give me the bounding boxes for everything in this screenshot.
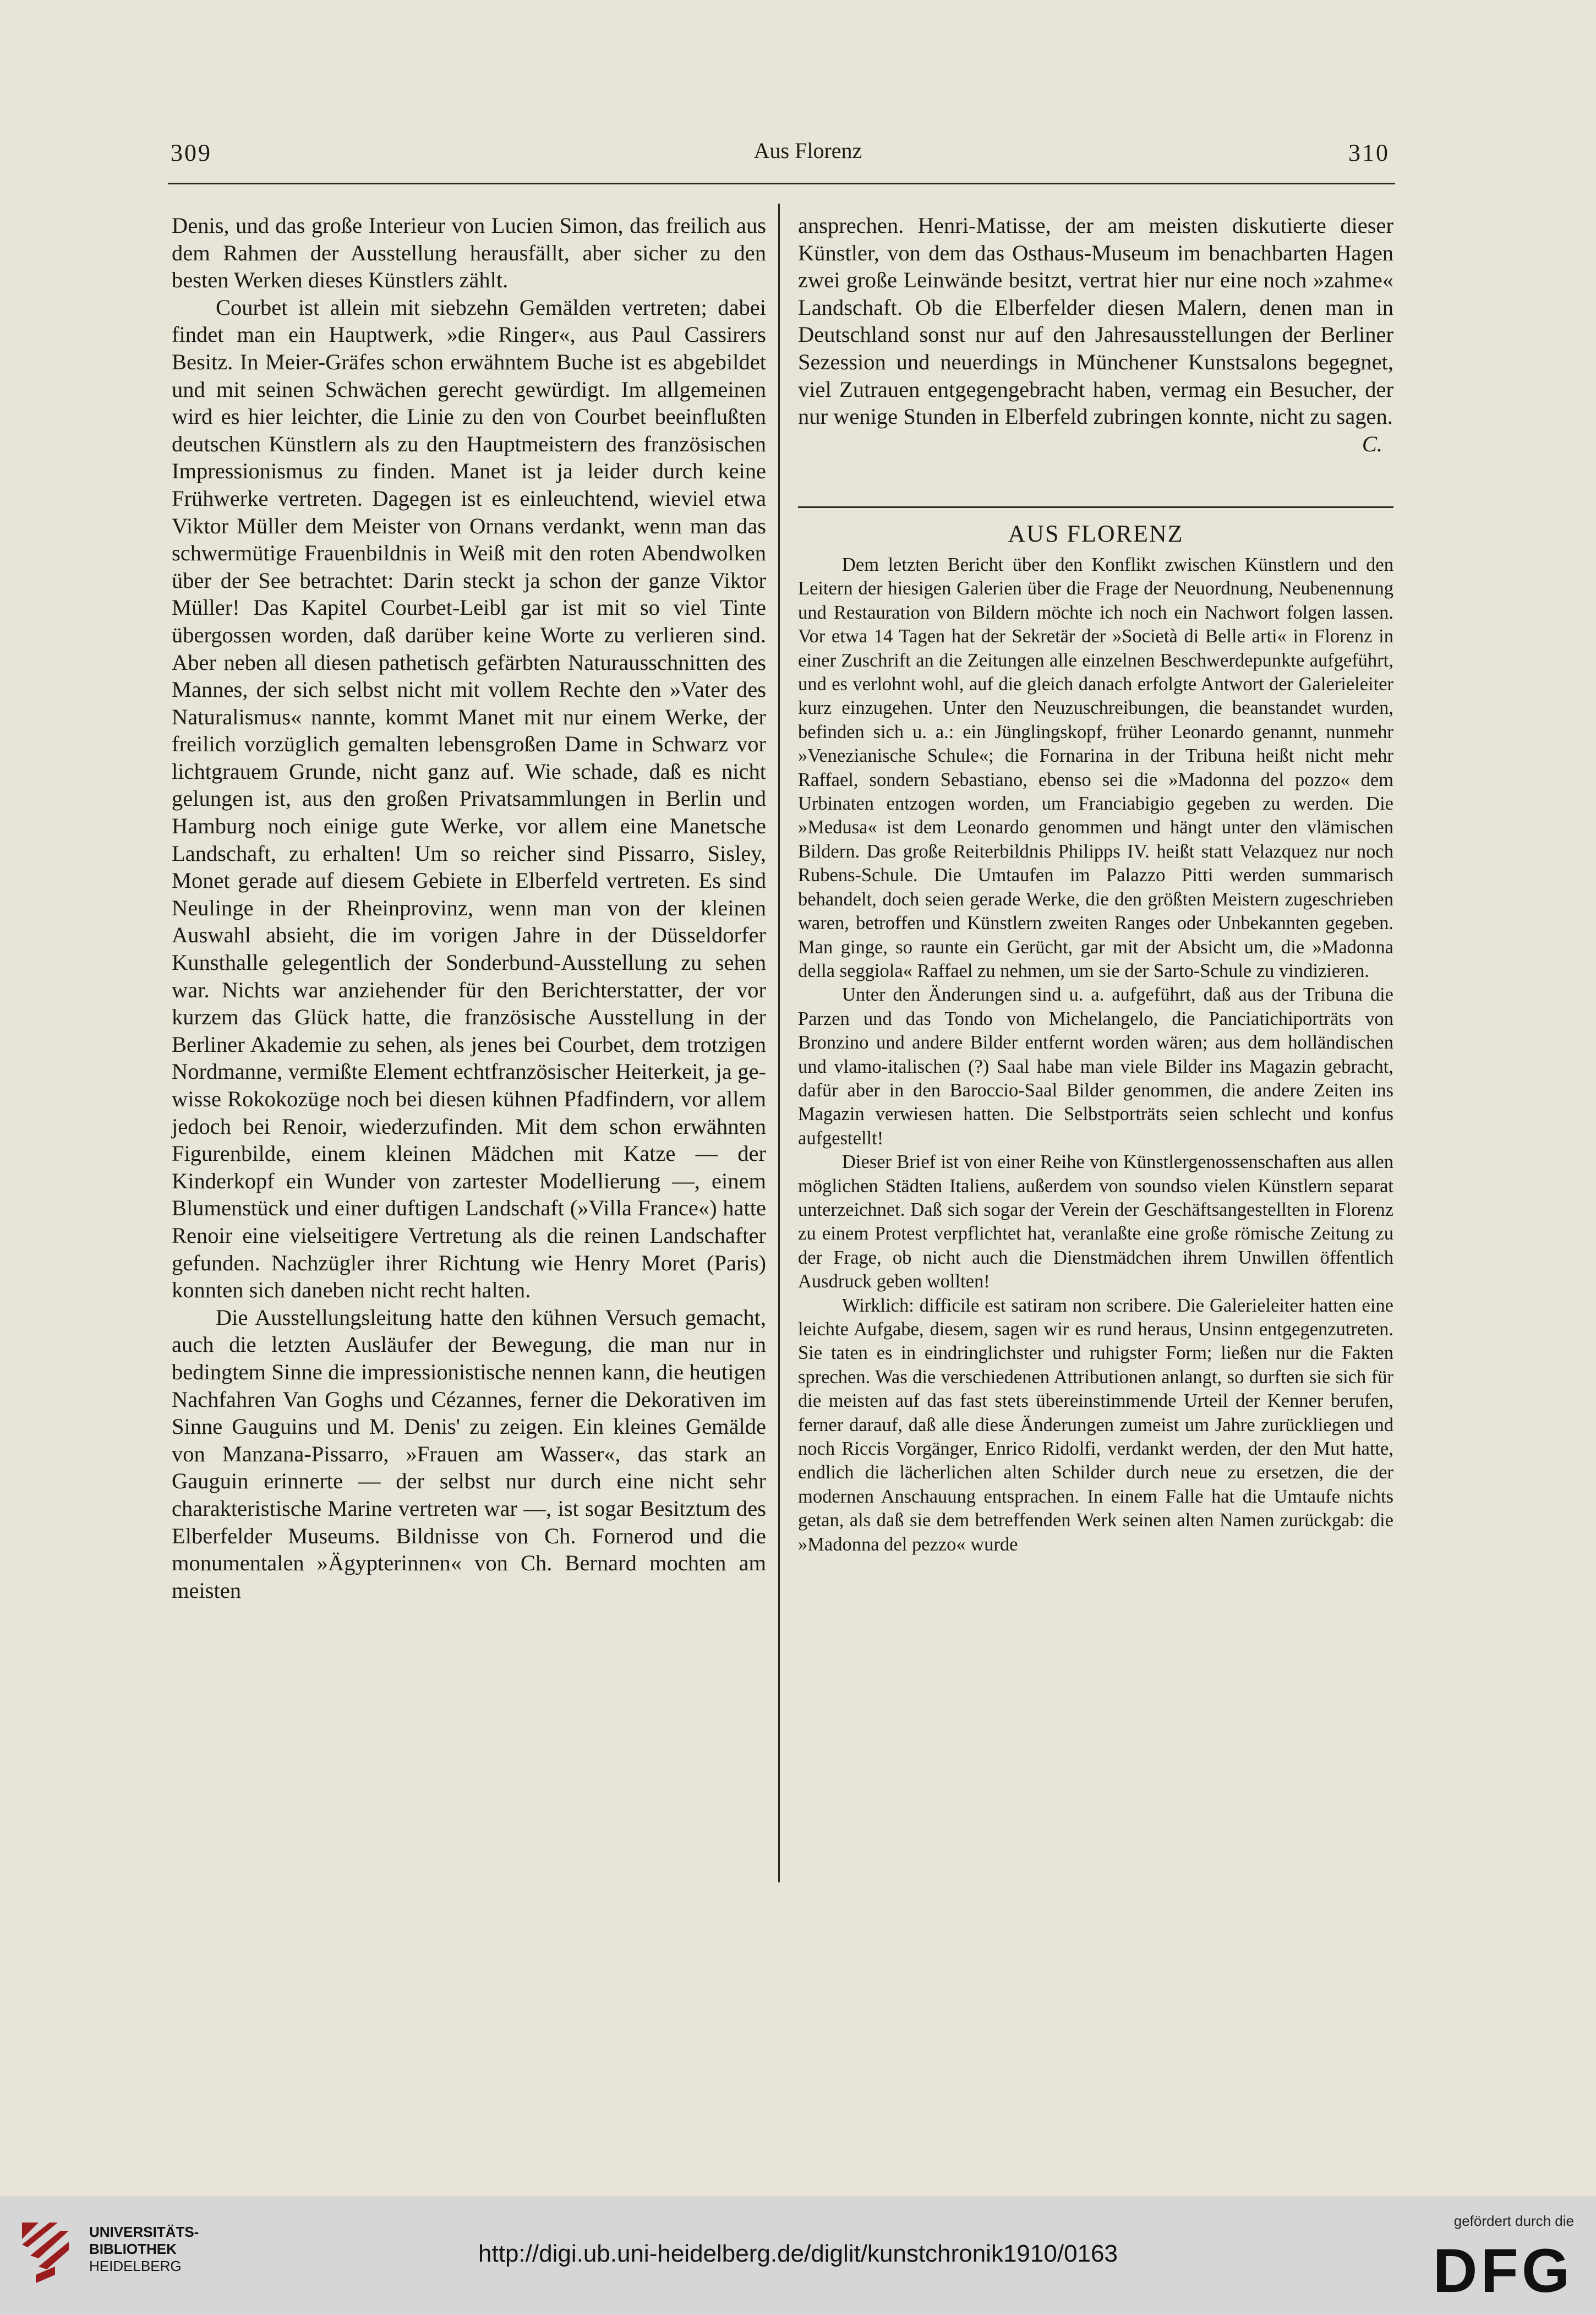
running-title: Aus Florenz [753,138,862,163]
author-signature: C. [1362,431,1382,456]
paragraph: Dieser Brief ist von einer Reihe von Künstlergenossenschaften aus allen möglichen Städten Italiens, außerdem von soundso vielen Künstlern separat unterzeichnet. Daß sich sogar der Verein der Geschäftsangestellten in Florenz zu einem Protest verpflichtet hat, veranlaßte eine große römische Zeitung zu der Frage, ob nicht auch die Dienstmädchen ihrem Unwillen öffentlich Ausdruck geben wollten! [798,1151,1393,1292]
paragraph: Die Ausstellungsleitung hatte den kühnen Versuch gemacht, auch die letzten Ausläufer der Bewegung, die man nur in bedingtem Sinne die impressionistische nennen kann, die heutigen Nachfahren Van Goghs und Cézannes, ferner die Dekorativen im Sinne Gauguins und M. Denis' zu zeigen. Ein kleines Gemälde von Manzana-Pissarro, »Frauen am Wasser«, das stark an Gauguin erinnerte — der selbst nur durch eine nicht sehr charakteristische Marine vertreten war —, ist sogar Besitztum des Elberfelder Museums. Bildnisse von Ch. Fornerod und die monumentalen »Ägypterinnen« von Ch. Bernard mochten am meisten [172,1304,766,1603]
left-column [172,212,766,1604]
paragraph: Wirklich: difficile est satiram non scribere. Die Galerieleiter hatten eine leichte Aufgabe, diesem, sagen wir es rund heraus, Unsinn entgegenzutreten. Sie taten es in eindringlichster und ruhigster Form; ließen nur die Fakten sprechen. Was die verschiedenen Attributionen anlangt, so durften sie sich für die meisten auf das fast stets übereinstimmende Urteil der Kenner berufen, ferner darauf, daß alle diese Änderungen zumeist um Jahre zurückliegen und noch Riccis Vorgänger, Enrico Ridolfi, verdankt werden, der den Mut hatte, endlich die lächerlichen alten Schilder durch neue zu ersetzen, die der modernen Anschauung entsprachen. In einem Falle hat die Umtaufe nichts getan, als daß sie dem betreffenden Werk seinen alten Namen zurückgab: die »Madonna del pezzo« wurde [798,1295,1393,1555]
library-name: UNIVERSITÄTS- BIBLIOTHEK HEIDELBERG [89,2224,199,2274]
page-number-left: 309 [171,139,212,166]
header-rule [168,183,1395,184]
right-column-article [798,553,1393,1557]
footer-bar [0,2196,1596,2315]
section-rule [798,506,1393,508]
paragraph [798,212,1393,456]
right-column-top [798,212,1393,457]
column-divider [778,204,780,1882]
paragraph: Unter den Änderungen sind u. a. aufgeführt, daß aus der Tribuna die Parzen und das Tondo von Michelangelo, die Panciatichiporträts von Bronzino und andere Bilder entfernt worden wären; aus dem holländischen und vlamo-italischen (?) Saal habe man viele Bilder ins Magazin gebracht, dafür aber in den Baroccio-Saal Bilder genommen, die andere Zeiten ins Magazin verwiesen hatten. Die Selbstporträts seien schlecht und konfus aufgestellt! [798,984,1393,1149]
funding-label: gefördert durch die [1453,2213,1574,2229]
paragraph: Courbet ist allein mit siebzehn Gemälden vertreten; dabei findet man ein Hauptwerk, »die Ringer«, aus Paul Cassirers Besitz. In Meier-Gräfes schon erwähntem Buche ist es abgebildet und mit seinen Schwächen gerecht gewürdigt. Im allgemeinen wird es hier leichter, die Linie zu den von Courbet beeinflußten deutschen Künstlern als zu den Hauptmeistern des französischen Impressionismus zu finden. Manet ist ja leider durch keine Frühwerke vertreten. Dagegen ist es einleuchtend, wieviel etwa Viktor Müller dem Meister von Ornans verdankt, wenn man das schwermütige Frauenbildnis in Weiß mit den roten Abendwolken über der See betrachtet: Darin steckt ja schon der ganze Viktor Müller! Das Kapitel Courbet-Leibl gar ist mit so viel Tinte übergossen worden, daß darüber keine Worte zu verlieren sind. Aber neben all diesen pathetisch gefärbten Naturausschnitten des Mannes, der sich selbst nicht mit vollem Rechte den »Vater des Naturalismus« nannte, kommt Manet mit nur einem Werke, der freilich vorzüglich gemalten lebensgroßen Dame in Schwarz vor lichtgrauem Grunde, nicht ganz auf. Wie schade, daß es nicht gelungen ist, aus den großen Privatsammlungen in Berlin und Hamburg noch einige gute Werke, vor allem eine Manetsche Landschaft, zu erhalten! Um so reicher sind Pissarro, Sisley, Monet gerade auf diesem Gebiete in Elberfeld vertreten. Es sind Neulinge in der Rheinprovinz, wenn man von der kleinen Auswahl absieht, die im vorigen Jahre in der Düsseldorfer Kunsthalle gelegentlich der Sonderbund-Ausstellung zu sehen war. Nichts war anziehender für den Berichterstatter, der vor kurzem das Glück hatte, die französische Ausstellung in der Berliner Akademie zu sehen, als jenes bei Courbet, dem trotzigen Nordmanne, vermißte Element echtfranzösischer Heiterkeit, ja gewisse Rokokozüge noch bei diesen kühnen Pfadfindern, vor allem jedoch bei Renoir, wiederzufinden. Mit dem schon erwähnten Figurenbilde, einem kleinen Mädchen mit Katze — der Kinderkopf ein Wunder von zartester Modellierung —, einem Blumenstück und einer duftigen Landschaft (»Villa France«) hatte Renoir eine vielseitigere Vertretung als die reinen Landschafter gefunden. Nachzügler ihrer Richtung wie Henry Moret (Paris) konnten sich daneben nicht recht halten. [172,294,766,1303]
permalink-url[interactable]: http://digi.ub.uni-heidelberg.de/diglit/kunstchronik1910/0163 [478,2240,1118,2267]
paragraph-text: ansprechen. Henri-Matisse, der am meisten diskutierte dieser Künstler, von dem das Osthaus-Museum im benachbarten Hagen zwei große Leinwände besitzt, vertrat hier nur eine noch »zahme« Landschaft. Ob die Elberfelder diesen Malern, denen man in Deutschland sonst nur auf den Jahresausstellungen der Berliner Sezession und neuerdings in Münchener Kunstsalons begegnet, viel Zutrauen entgegengebracht haben, vermag ein Besucher, der nur wenige Stunden in Elberfeld zubringen konnte, nicht zu sagen. [798,213,1393,429]
paragraph: Denis, und das große Interieur von Lucien Simon, das freilich aus dem Rahmen der Ausstellung herausfällt, aber sicher zu den besten Werken dieses Künstlers zählt. [172,213,766,293]
page-number-right: 310 [1348,139,1390,166]
paragraph: Dem letzten Bericht über den Konflikt zwischen Künstlern und den Leitern der hiesigen Galerien über die Frage der Neuordnung, Neubenennung und Restauration von Bildern möchte ich noch ein Nachwort folgen lassen. Vor etwa 14 Tagen hat der Sekretär der »Società di Belle arti« in Florenz in einer Zuschrift an die Zeitungen alle einzelnen Beschwerdepunkte aufgeführt, und es verlohnt wohl, auf die gleich danach erfolgte Antwort der Galerieleiter kurz einzugehen. Unter den Neuzuschreibungen, die beanstandet wurden, befinden sich u. a.: ein Jünglingskopf, früher Leonardo genannt, nunmehr »Venezianische Schule«; die Fornarina in der Tribuna heißt nicht mehr Raffael, sondern Sebastiano, ebenso sei die »Madonna del pozzo« dem Urbinaten entzogen worden, um Franciabigio gegeben zu werden. Die »Medusa« ist dem Leonardo genommen und hängt unter den vlämischen Bildern. Das große Reiterbildnis Philipps IV. heißt statt Velazquez nur noch Rubens-Schule. Die Umtaufen im Palazzo Pitti werden summarisch behandelt, doch seien gerade Werke, die den größten Meistern zugeschrieben waren, betroffen und Künstlern zweiten Ranges oder Unbekannten gegeben. Man ginge, so raunte ein Gerücht, gar mit der Absicht um, die »Madonna della seggiola« Raffael zu nehmen, um sie der Sarto-Schule zu vindizieren. [798,554,1393,981]
section-title: AUS FLORENZ [1008,520,1184,547]
dfg-logo: DFG [1433,2236,1573,2305]
